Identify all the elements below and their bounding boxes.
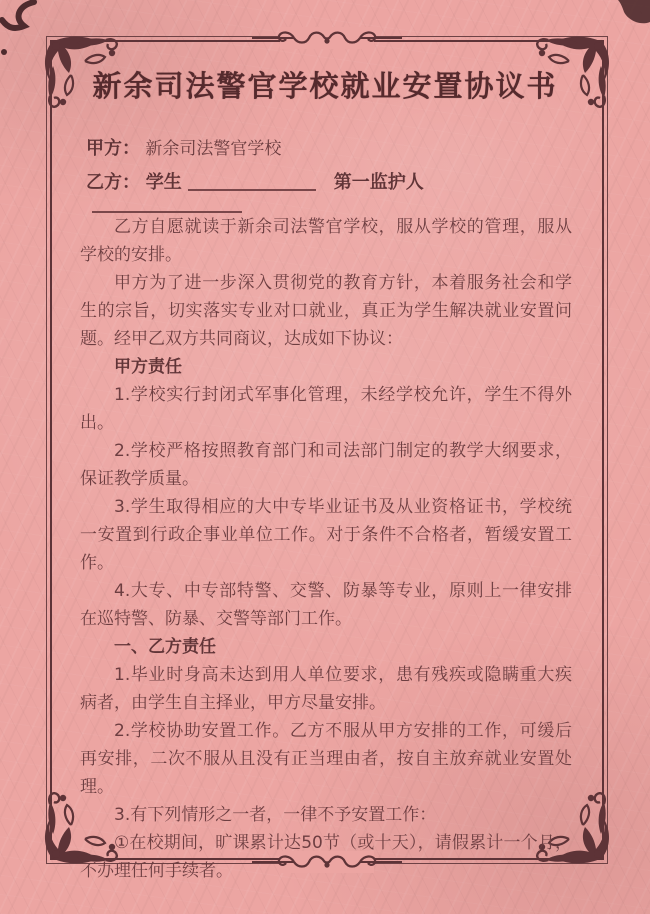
guardian-name-blank <box>92 195 242 213</box>
section-b-clause-3-sub-1: ①在校期间，旷课累计达50节（或十天），请假累计一个月，不办理任何手续者。 <box>80 833 572 881</box>
section-b-heading: 一、乙方责任 <box>114 637 216 657</box>
section-a-clause-2: 2.学校严格按照教育部门和司法部门制定的教学大纲要求，保证教学质量。 <box>80 441 572 489</box>
section-b-clause-1: 1.毕业时身高未达到用人单位要求，患有残疾或隐瞒重大疾病者，由学生自主择业，甲方尽量安排。 <box>80 665 572 713</box>
scroll-ornament-top-center <box>252 26 402 50</box>
intro-paragraph-2: 甲方为了进一步深入贯彻党的教育方针，本着服务社会和学生的宗旨，切实落实专业对口就业，真正为学生解决就业安置问题。经甲乙双方共同商议，达成如下协议： <box>80 273 572 349</box>
section-a-clause-3: 3.学生取得相应的大中专毕业证书及从业资格证书，学校统一安置到行政企事业单位工作。对于条件不合格者，暂缓安置工作。 <box>80 497 572 573</box>
section-a-clause-1: 1.学校实行封闭式军事化管理，未经学校允许，学生不得外出。 <box>80 385 572 433</box>
party-a-row <box>86 134 572 160</box>
edge-ink-mark-top-right <box>614 0 650 30</box>
party-a-value: 新余司法警官学校 <box>145 139 282 159</box>
agreement-title: 新余司法警官学校就业安置协议书 <box>92 69 558 103</box>
agreement-body <box>80 213 572 885</box>
party-b-row <box>86 168 572 215</box>
edge-ink-mark-top-left <box>0 0 44 62</box>
intro-paragraph-1: 乙方自愿就读于新余司法警官学校，服从学校的管理，服从学校的安排。 <box>80 217 572 265</box>
section-b-clause-3: 3.有下列情形之一者，一律不予安置工作： <box>114 805 437 825</box>
section-b-clause-2: 2.学校协助安置工作。乙方不服从甲方安排的工作，可缓后再安排，二次不服从且没有正当理由者，按自主放弃就业安置处理。 <box>80 721 572 797</box>
party-a-label: 甲方： <box>86 138 140 159</box>
student-label: 学生 <box>145 172 182 193</box>
guardian-label: 第一监护人 <box>333 172 424 193</box>
student-name-blank <box>188 173 316 191</box>
section-a-heading: 甲方责任 <box>114 357 182 377</box>
section-a-clause-4: 4.大专、中专部特警、交警、防暴等专业，原则上一律安排在巡特警、防暴、交警等部门工作。 <box>80 581 572 629</box>
party-b-label: 乙方： <box>86 172 140 193</box>
